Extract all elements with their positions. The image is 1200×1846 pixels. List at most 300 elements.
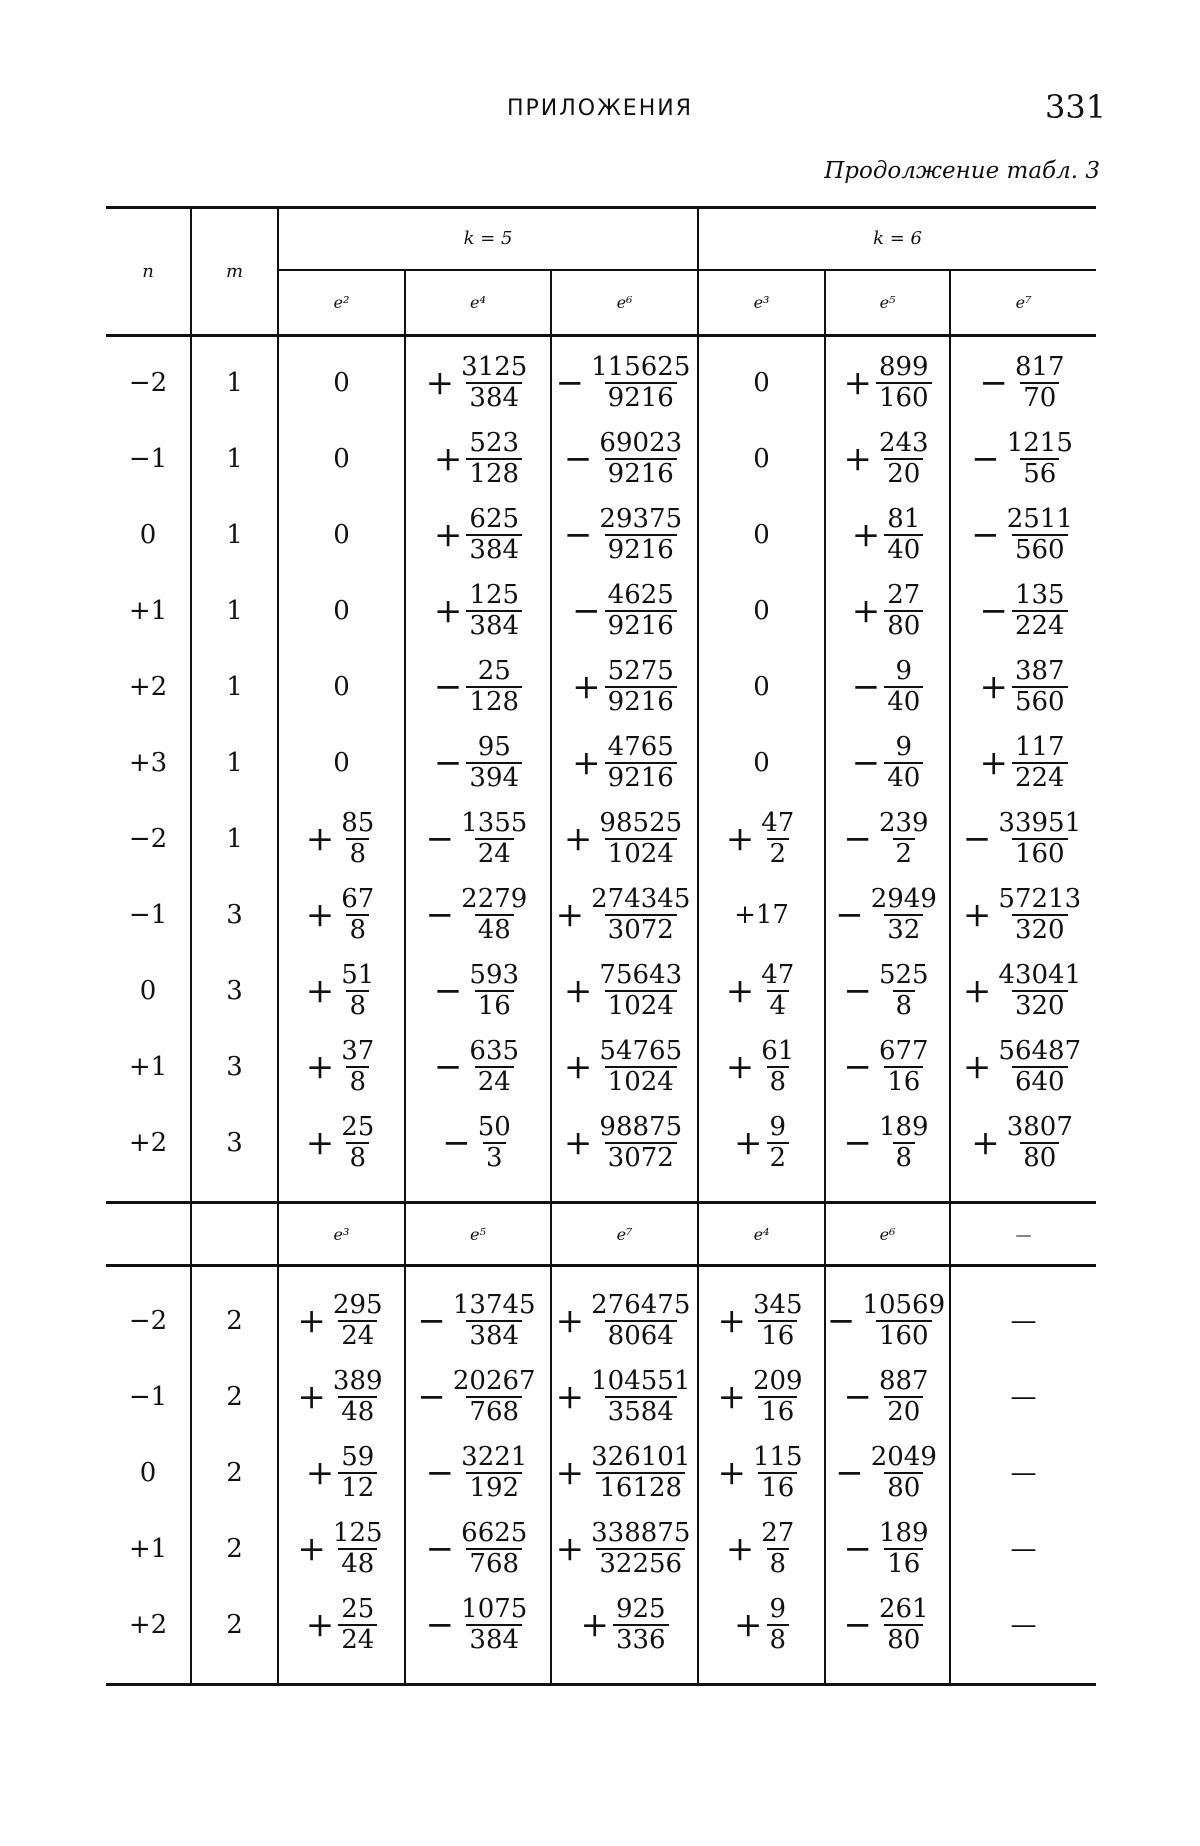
cell-value [698, 345, 825, 421]
cell-value [551, 1283, 698, 1359]
sign: − [835, 895, 864, 935]
fraction [555, 1441, 694, 1503]
sign: − [433, 1047, 463, 1087]
numerator: 115625 [591, 351, 691, 382]
cell-n: −2 [128, 368, 168, 398]
numerator: 59 [341, 1441, 375, 1472]
cell-value [825, 1029, 950, 1105]
sign: + [725, 971, 755, 1011]
denominator: 2 [893, 838, 916, 868]
numerator: 9 [769, 1111, 787, 1142]
cell-value [278, 1511, 405, 1587]
cell-value [698, 801, 825, 877]
sign: − [843, 971, 872, 1011]
table-row [106, 649, 1096, 725]
sign: + [572, 743, 601, 783]
numerator: 13745 [452, 1289, 536, 1320]
sign: + [563, 1047, 593, 1087]
cell-value [278, 953, 405, 1029]
sign: + [843, 363, 872, 403]
cell-n: +1 [128, 1052, 168, 1082]
sign: + [725, 819, 755, 859]
cell-value [950, 725, 1096, 801]
sign: + [851, 591, 881, 631]
numerator: 9 [895, 731, 913, 762]
fraction [725, 1517, 798, 1579]
denominator: 224 [1012, 762, 1068, 792]
fraction [555, 351, 694, 413]
cell-value [698, 1359, 825, 1435]
denominator: 320 [1012, 990, 1068, 1020]
fraction [305, 1035, 378, 1097]
cell-n: −1 [128, 900, 168, 930]
denominator: 24 [338, 1320, 377, 1350]
cell-value [825, 421, 950, 497]
value-text: 0 [333, 672, 350, 702]
fraction [717, 1441, 805, 1503]
cell-value [698, 1435, 825, 1511]
fraction [305, 1441, 378, 1503]
fraction [962, 1035, 1084, 1097]
numerator: 25 [477, 655, 511, 686]
numerator: 593 [469, 959, 520, 990]
cell-m: 1 [191, 345, 278, 421]
fraction [305, 1593, 378, 1655]
sign: + [297, 1301, 326, 1341]
denominator: 80 [1020, 1142, 1059, 1172]
fraction [563, 427, 685, 489]
cell-value [278, 1587, 405, 1663]
numerator: 523 [469, 427, 520, 458]
cell-value [551, 1587, 698, 1663]
cell-value [950, 497, 1096, 573]
denominator: 8 [767, 1066, 790, 1096]
sign: − [826, 1301, 856, 1341]
denominator: 128 [466, 458, 522, 488]
sign: − [442, 1123, 471, 1163]
sign: − [433, 667, 463, 707]
denominator: 3072 [605, 914, 677, 944]
fraction [835, 1441, 940, 1503]
denominator: 384 [466, 534, 522, 564]
sign: + [305, 971, 335, 1011]
numerator: 389 [332, 1365, 383, 1396]
sign: + [555, 1453, 585, 1493]
fraction [843, 427, 931, 489]
fraction [433, 579, 522, 641]
denominator: 384 [466, 1320, 522, 1350]
numerator: 2949 [870, 883, 937, 914]
sign: − [979, 363, 1008, 403]
numerator: 104551 [591, 1365, 691, 1396]
denominator: 336 [613, 1624, 669, 1654]
running-header: ПРИЛОЖЕНИЯ [506, 96, 693, 121]
numerator: 625 [469, 503, 520, 534]
cell-value [551, 1359, 698, 1435]
cell-value [278, 573, 405, 649]
sign: + [433, 515, 463, 555]
subheader: e⁵ [825, 270, 950, 336]
denominator: 16 [475, 990, 514, 1020]
value-text: 0 [753, 444, 770, 474]
denominator: 48 [338, 1548, 377, 1578]
fraction [843, 1365, 931, 1427]
fraction [425, 807, 531, 869]
cell-m: 1 [191, 421, 278, 497]
sign: − [425, 819, 455, 859]
numerator: 925 [615, 1593, 666, 1624]
cell-value [698, 497, 825, 573]
numerator: 27 [887, 579, 921, 610]
denominator: 8 [346, 1142, 369, 1172]
denominator: 32256 [596, 1548, 685, 1578]
cell-value [698, 573, 825, 649]
denominator: 8064 [605, 1320, 677, 1350]
table-row [106, 801, 1096, 877]
fraction [962, 807, 1084, 869]
numerator: 135 [1014, 579, 1065, 610]
cell-n: 0 [139, 976, 157, 1006]
fraction [725, 807, 798, 869]
table-row [106, 1029, 1096, 1105]
table-row [106, 725, 1096, 801]
sign: − [971, 515, 1000, 555]
numerator: 6625 [461, 1517, 528, 1548]
fraction [962, 959, 1084, 1021]
subheader: e⁴ [405, 270, 551, 336]
sign: − [835, 1453, 864, 1493]
sign: + [851, 515, 881, 555]
sign: + [563, 971, 593, 1011]
fraction [555, 1517, 694, 1579]
denominator: 3072 [605, 1142, 677, 1172]
numerator: 2511 [1006, 503, 1073, 534]
cell-n: +2 [128, 672, 168, 702]
sign: + [555, 895, 585, 935]
fraction [725, 959, 798, 1021]
denominator: 16 [758, 1396, 797, 1426]
sign: − [417, 1377, 446, 1417]
numerator: 117 [1014, 731, 1065, 762]
value-text: 0 [333, 444, 350, 474]
fraction [555, 1365, 694, 1427]
denominator: 12 [338, 1472, 377, 1502]
cell-m: 3 [191, 877, 278, 953]
table-row [106, 1587, 1096, 1663]
cell-m: 2 [191, 1359, 278, 1435]
denominator: 384 [466, 610, 522, 640]
numerator: 2049 [870, 1441, 937, 1472]
denominator: 40 [884, 534, 923, 564]
table-row [106, 953, 1096, 1029]
denominator: 2 [767, 1142, 790, 1172]
numerator: 635 [469, 1035, 520, 1066]
denominator: 20 [884, 458, 923, 488]
fraction [971, 427, 1076, 489]
fraction [305, 883, 378, 945]
sign: + [962, 1047, 992, 1087]
subheader: e⁶ [551, 270, 698, 336]
sign: − [572, 591, 601, 631]
numerator: 20267 [452, 1365, 536, 1396]
denominator: 9216 [605, 686, 677, 716]
cell-value [698, 953, 825, 1029]
table-row [106, 877, 1096, 953]
sign: − [843, 1529, 872, 1569]
denominator: 768 [466, 1548, 522, 1578]
denominator: 20 [884, 1396, 923, 1426]
numerator: 25 [341, 1593, 375, 1624]
cell-value [825, 801, 950, 877]
value-text: 0 [753, 596, 770, 626]
sign: + [433, 439, 463, 479]
cell-value [405, 725, 551, 801]
numerator: 75643 [599, 959, 683, 990]
cell-value [278, 1105, 405, 1181]
table-row [106, 573, 1096, 649]
cell-value [405, 1511, 551, 1587]
denominator: 32 [884, 914, 923, 944]
denominator: 80 [884, 610, 923, 640]
fraction [425, 1593, 531, 1655]
value-text: — [1010, 1610, 1037, 1640]
sign: − [425, 895, 455, 935]
cell-value [551, 649, 698, 725]
cell-value [405, 649, 551, 725]
numerator: 4765 [607, 731, 674, 762]
numerator: 295 [332, 1289, 383, 1320]
cell-value [551, 725, 698, 801]
sign: + [305, 1453, 335, 1493]
denominator: 9216 [605, 382, 677, 412]
cell-value [698, 1029, 825, 1105]
fraction [843, 1517, 931, 1579]
numerator: 1355 [461, 807, 528, 838]
denominator: 1024 [605, 990, 677, 1020]
cell-value [278, 1283, 405, 1359]
cell-m: 2 [191, 1283, 278, 1359]
value-text: 0 [753, 520, 770, 550]
cell-value [278, 725, 405, 801]
fraction [433, 731, 522, 793]
fraction [971, 503, 1076, 565]
value-text: +17 [734, 900, 789, 930]
numerator: 3807 [1006, 1111, 1073, 1142]
value-text: 0 [753, 672, 770, 702]
denominator: 160 [876, 1320, 932, 1350]
numerator: 37 [341, 1035, 375, 1066]
sign: + [555, 1301, 585, 1341]
denominator: 80 [884, 1472, 923, 1502]
numerator: 67 [341, 883, 375, 914]
numerator: 276475 [591, 1289, 691, 1320]
numerator: 525 [878, 959, 929, 990]
value-text: 0 [753, 748, 770, 778]
denominator: 8 [893, 1142, 916, 1172]
cell-value [405, 1105, 551, 1181]
cell-value [551, 1029, 698, 1105]
sign: − [425, 1605, 455, 1645]
numerator: 2279 [461, 883, 528, 914]
value-text: 0 [333, 520, 350, 550]
sign: − [843, 819, 872, 859]
numerator: 9 [895, 655, 913, 686]
cell-value [278, 421, 405, 497]
cell-value [405, 877, 551, 953]
fraction [843, 1593, 931, 1655]
fraction [433, 959, 522, 1021]
numerator: 9 [769, 1593, 787, 1624]
sign: + [555, 1529, 585, 1569]
sign: − [843, 1123, 872, 1163]
numerator: 69023 [599, 427, 683, 458]
cell-value [405, 345, 551, 421]
numerator: 677 [878, 1035, 929, 1066]
sign: − [425, 1529, 455, 1569]
sign: − [563, 439, 593, 479]
denominator: 8 [893, 990, 916, 1020]
value-text: 0 [333, 748, 350, 778]
cell-value [698, 725, 825, 801]
numerator: 85 [341, 807, 375, 838]
denominator: 160 [876, 382, 932, 412]
subheader: e² [278, 270, 405, 336]
sign: + [580, 1605, 609, 1645]
fraction [425, 1441, 531, 1503]
cell-value [551, 497, 698, 573]
denominator: 224 [1012, 610, 1068, 640]
table-caption: Продолжение табл. 3 [824, 158, 1100, 184]
cell-value [825, 573, 950, 649]
cell-value [405, 573, 551, 649]
page-number: 331 [1045, 88, 1107, 126]
cell-value [950, 1105, 1096, 1181]
cell-value [825, 345, 950, 421]
subheader: — [950, 1203, 1096, 1266]
cell-value [405, 953, 551, 1029]
numerator: 56487 [998, 1035, 1082, 1066]
denominator: 16 [758, 1472, 797, 1502]
cell-n: +2 [128, 1128, 168, 1158]
cell-m: 1 [191, 725, 278, 801]
cell-value [278, 801, 405, 877]
cell-n: 0 [139, 1458, 157, 1488]
cell-value [405, 1283, 551, 1359]
numerator: 47 [761, 807, 795, 838]
sign: + [297, 1377, 326, 1417]
fraction [717, 1365, 805, 1427]
cell-n: −2 [128, 824, 168, 854]
denominator: 24 [338, 1624, 377, 1654]
cell-value [825, 1359, 950, 1435]
numerator: 5275 [607, 655, 674, 686]
numerator: 51 [341, 959, 375, 990]
fraction [433, 427, 522, 489]
numerator: 3221 [461, 1441, 528, 1472]
denominator: 560 [1012, 534, 1068, 564]
denominator: 192 [466, 1472, 522, 1502]
cell-value [551, 345, 698, 421]
numerator: 338875 [591, 1517, 691, 1548]
cell-value [405, 1435, 551, 1511]
table-row [106, 421, 1096, 497]
denominator: 24 [475, 1066, 514, 1096]
cell-value [825, 1283, 950, 1359]
table-row [106, 497, 1096, 573]
denominator: 48 [475, 914, 514, 944]
sign: − [425, 1453, 455, 1493]
cell-value [698, 1587, 825, 1663]
numerator: 81 [887, 503, 921, 534]
denominator: 8 [767, 1624, 790, 1654]
subheader: e⁷ [950, 270, 1096, 336]
sign: − [979, 591, 1008, 631]
sign: − [843, 1605, 872, 1645]
fraction [843, 807, 931, 869]
table-row [106, 1359, 1096, 1435]
sign: + [979, 667, 1008, 707]
sign: + [717, 1377, 746, 1417]
cell-value [551, 421, 698, 497]
sign: + [717, 1301, 746, 1341]
numerator: 125 [469, 579, 520, 610]
numerator: 29375 [599, 503, 683, 534]
numerator: 3125 [461, 351, 528, 382]
numerator: 1075 [461, 1593, 528, 1624]
sign: + [305, 895, 335, 935]
cell-value [825, 725, 950, 801]
cell-value [551, 1435, 698, 1511]
header-n: n [106, 208, 191, 336]
denominator: 40 [884, 686, 923, 716]
numerator: 887 [878, 1365, 929, 1396]
cell-value [950, 345, 1096, 421]
fraction [563, 959, 685, 1021]
cell-n: +3 [128, 748, 168, 778]
denominator: 16128 [596, 1472, 685, 1502]
fraction [717, 1289, 805, 1351]
fraction [843, 959, 931, 1021]
fraction [555, 883, 694, 945]
fraction [835, 883, 940, 945]
cell-n: −2 [128, 1306, 168, 1336]
fraction [979, 731, 1067, 793]
table-row [106, 1435, 1096, 1511]
fraction [851, 579, 924, 641]
numerator: 326101 [591, 1441, 691, 1472]
fraction [851, 655, 924, 717]
cell-value [950, 1511, 1096, 1587]
cell-value [698, 649, 825, 725]
denominator: 394 [466, 762, 522, 792]
cell-value [825, 649, 950, 725]
numerator: 817 [1014, 351, 1065, 382]
fraction [843, 1035, 931, 1097]
cell-value [278, 1435, 405, 1511]
header-k5: k = 5 [278, 208, 698, 270]
cell-value [405, 801, 551, 877]
cell-value [950, 877, 1096, 953]
fraction [734, 1111, 789, 1173]
fraction [725, 1035, 798, 1097]
numerator: 43041 [998, 959, 1082, 990]
cell-m: 2 [191, 1435, 278, 1511]
cell-value [278, 649, 405, 725]
numerator: 345 [752, 1289, 803, 1320]
denominator: 16 [758, 1320, 797, 1350]
sign: + [962, 971, 992, 1011]
sign: + [979, 743, 1008, 783]
